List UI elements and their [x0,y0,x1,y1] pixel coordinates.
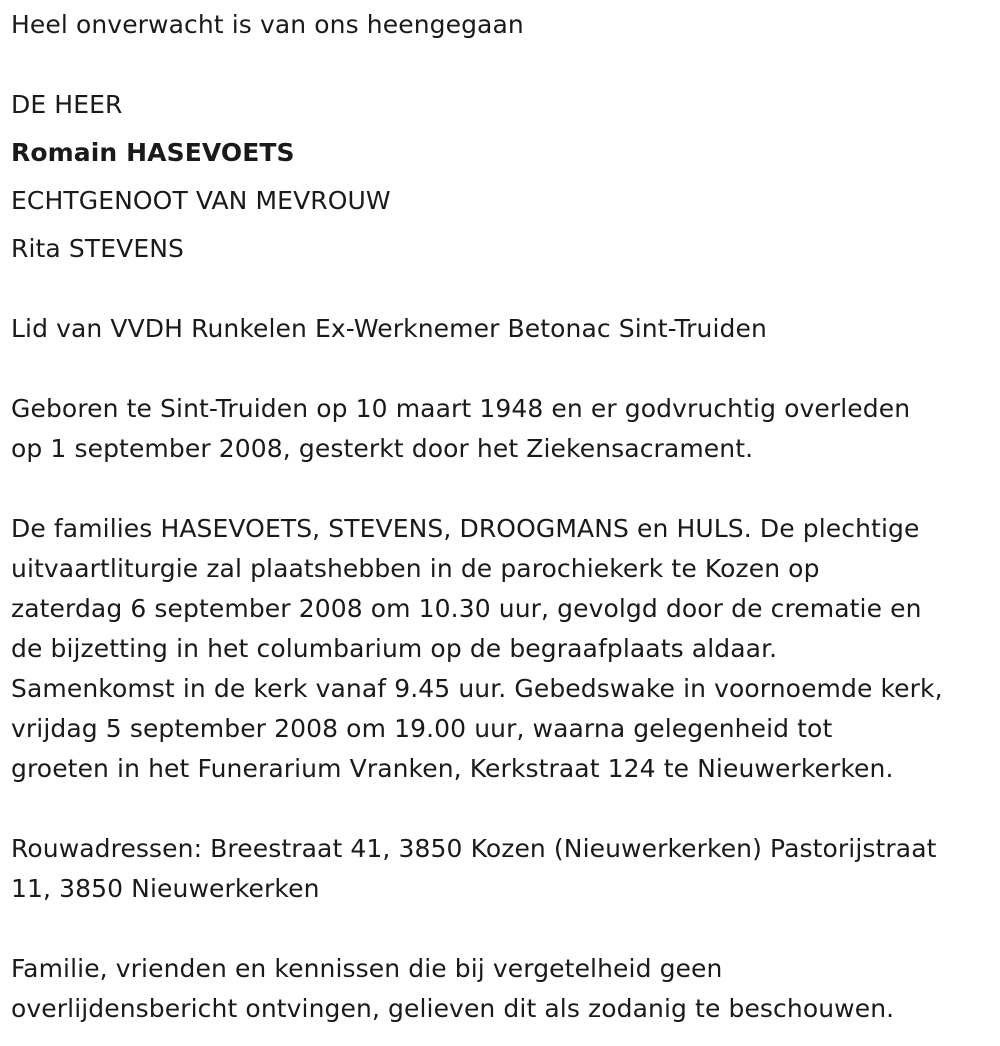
ceremony-line: uitvaartliturgie zal plaatshebben in de parochiekerk te Kozen op [11,554,820,583]
ceremony-line: groeten in het Funerarium Vranken, Kerkstraat 124 te Nieuwerkerken. [11,754,894,783]
ceremony-line: zaterdag 6 september 2008 om 10.30 uur, gevolgd door de crematie en [11,594,922,623]
deceased-name: Romain HASEVOETS [11,138,295,167]
address-line: 11, 3850 Nieuwerkerken [11,874,320,903]
closing-line: overlijdensbericht ontvingen, gelieven dit als zodanig te beschouwen. [11,994,895,1023]
address-line: Rouwadressen: Breestraat 41, 3850 Kozen (Nieuwerkerken) Pastorijstraat [11,834,937,863]
spouse-name: Rita STEVENS [11,234,184,263]
ceremony-line: vrijdag 5 september 2008 om 19.00 uur, waarna gelegenheid tot [11,714,833,743]
ceremony-line: de bijzetting in het columbarium op de begraafplaats aldaar. [11,634,778,663]
intro-text: Heel onverwacht is van ons heengegaan [11,10,524,39]
spouse-label: ECHTGENOOT VAN MEVROUW [11,186,391,215]
title-prefix: DE HEER [11,90,123,119]
birth-death-line: op 1 september 2008, gesterkt door het Ziekensacrament. [11,434,754,463]
ceremony-line: De families HASEVOETS, STEVENS, DROOGMANS en HULS. De plechtige [11,514,920,543]
birth-death-line: Geboren te Sint-Truiden op 10 maart 1948 en er godvruchtig overleden [11,394,911,423]
membership-text: Lid van VVDH Runkelen Ex-Werknemer Betonac Sint-Truiden [11,314,767,343]
ceremony-line: Samenkomst in de kerk vanaf 9.45 uur. Gebedswake in voornoemde kerk, [11,674,943,703]
closing-line: Familie, vrienden en kennissen die bij vergetelheid geen [11,954,723,983]
